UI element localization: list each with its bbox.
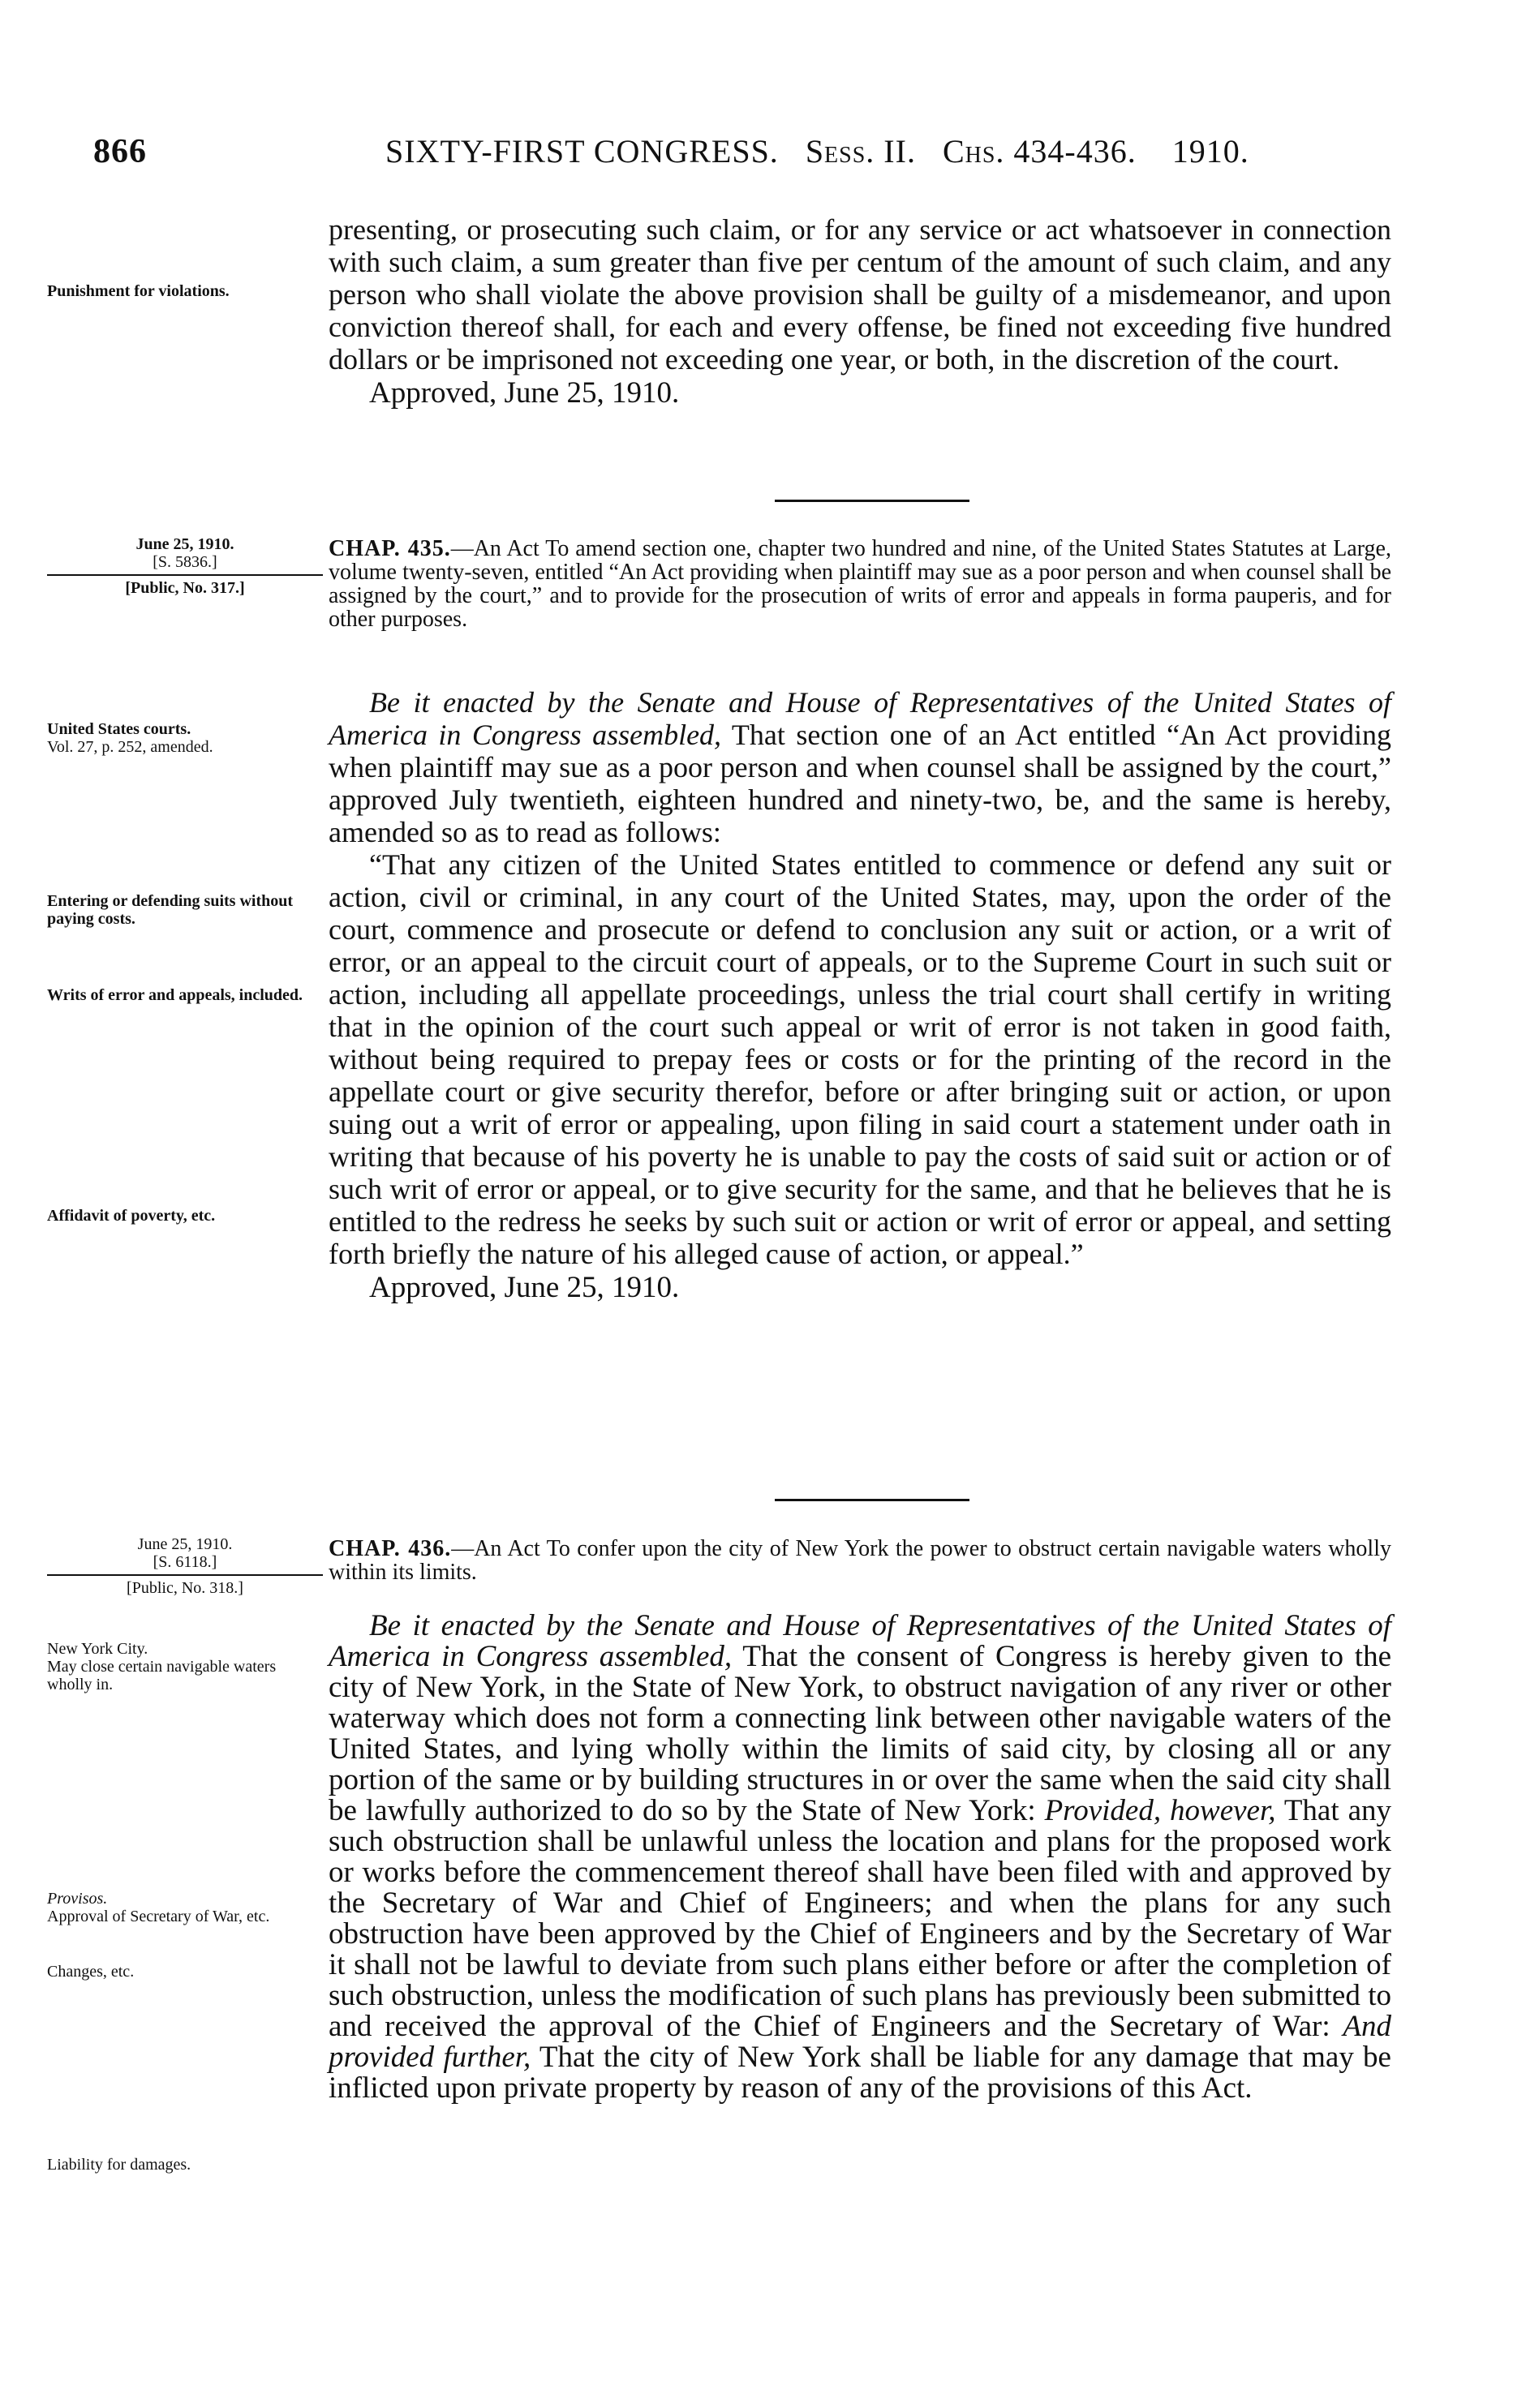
chap-435-approved: Approved, June 25, 1910. — [369, 1271, 680, 1304]
section-divider — [775, 500, 969, 502]
margin-note-punishment: Punishment for violations. — [47, 282, 230, 300]
chap-435-heading — [329, 537, 1391, 631]
chap-434-approved: Approved, June 25, 1910. — [369, 376, 680, 410]
chapters-label: Chs. 434-436. — [942, 133, 1137, 170]
margin-note-us-courts: United States courts. Vol. 27, p. 252, amended. — [47, 720, 213, 756]
margin-note-entering: Entering or defending suits without paying costs. — [47, 892, 294, 928]
chap-436-para-1: Be it enacted by the Senate and House of Representatives of the United States of America in Congress assembled, That the consent of Congress is hereby given to the city of New York, in the State of New York, to obstruct navigation of any river or other waterway which does not form a connecting link between other navigable waters of the United States, and lying wholly within the limits of said city, by closing all or any portion of the same or by building structures in or over the same when the said city shall be lawfully authorized to do so by the State of New York: Provided, however, That any such obstruction shall be unlawful unless the location and plans for the proposed work or works before the commencement thereof shall have been filed with and approved by the Secretary of War and Chief of Engineers; and when the plans for any such obstruction have been approved by the Chief of Engineers and by the Secretary of War it shall not be lawful to deviate from such plans either before or after the completion of such obstruction, unless the modification of such plans has previously been submitted to and received the approval of the Chief of Engineers and the Secretary of War: And provided further, That the city of New York shall be liable for any damage that may be inflicted upon private property by reason of any of the provisions of this Act. — [329, 1609, 1391, 2105]
proviso-further: And provided further, — [329, 2010, 1391, 2074]
margin-note-changes: Changes, etc. — [47, 1963, 135, 1981]
margin-note-new-york-city: New York City. May close certain navigable waters wholly in. — [47, 1640, 277, 1693]
chap-436-heading — [329, 1537, 1391, 1584]
chap-436-bill: [S. 6118.] — [47, 1553, 323, 1576]
margin-note-writs: Writs of error and appeals, included. — [47, 986, 303, 1004]
chap-436-public-law: [Public, No. 318.] — [127, 1579, 243, 1597]
chap-436-body — [329, 1611, 1391, 2104]
header-title — [385, 132, 1249, 170]
chap-435-bill: [S. 5836.] — [47, 553, 323, 576]
section-divider — [775, 1499, 969, 1501]
chap-434-text: presenting, or prosecuting such claim, or for any service or act whatsoever in connection with such claim, a sum greater than five per centum of the amount of such claim, and any person who shall violate the above provision shall be guilty of a misdemeanor, and upon conviction thereof shall, for each and every offense, be fined not exceeding five hundred dollars or be imprisoned not exceeding one year, or both, in the discretion of the court. — [329, 213, 1391, 376]
margin-note-affidavit: Affidavit of poverty, etc. — [47, 1207, 216, 1225]
header-year: 1910. — [1171, 133, 1249, 170]
session-label: Sess. II. — [805, 133, 916, 170]
page-number: 866 — [93, 133, 147, 170]
chap-435-margin-header — [47, 535, 323, 597]
proviso-however: Provided, however, — [1044, 1794, 1276, 1827]
margin-note-liability: Liability for damages. — [47, 2156, 191, 2174]
chap-435-body — [329, 686, 1391, 1304]
congress-title: SIXTY-FIRST CONGRESS. — [385, 133, 779, 170]
chap-435-label: CHAP. 435. — [329, 536, 451, 561]
chap-435-date: June 25, 1910. — [135, 535, 234, 553]
chap-435-public-law: [Public, No. 317.] — [125, 579, 245, 597]
chap-436-title: —An Act To confer upon the city of New York the power to obstruct certain navigable waters wholly within its limits. — [329, 1536, 1391, 1585]
enacting-clause: Be it enacted by the Senate and House of Representatives of the United States of America in Congress assembled, — [329, 1609, 1391, 1673]
chap-435-para-2: “That any citizen of the United States entitled to commence or defend any suit or action, civil or criminal, in any court of the United States, may, upon the order of the court, commence and prosecute or defend to conclusion any suit or action, or a writ of error, or an appeal to the circuit court of appeals, or to the Supreme Court in such suit or action, including all appellate proceedings, unless the trial court shall certify in writing that in the opinion of the court such appeal or writ of error is not taken in good faith, without being required to prepay fees or costs or for the printing of the record in the appellate court or give security therefor, before or after bringing suit or action, or upon suing out a writ of error or appealing, upon filing in said court a statement under oath in writing that because of his poverty he is unable to pay the costs of said suit or action or of such writ of error or appeal, or to give security for the same, and that he believes that he is entitled to the redress he seeks by such suit or action or writ of error or appeal, and setting forth briefly the nature of his alleged cause of action, or appeal.” — [329, 848, 1391, 1270]
chap-434-tail — [329, 213, 1391, 410]
chap-436-margin-header — [47, 1535, 323, 1597]
chap-436-date: June 25, 1910. — [137, 1535, 233, 1553]
chap-436-label: CHAP. 436. — [329, 1536, 452, 1561]
running-header — [93, 132, 1408, 181]
chap-435-para-1: Be it enacted by the Senate and House of Representatives of the United States of America in Congress assembled, That section one of an Act entitled “An Act providing when plaintiff may sue as a poor person and when counsel shall be assigned by the court,” approved July twentieth, eighteen hundred and ninety-two, be, and the same is hereby, amended so as to read as follows: — [329, 686, 1392, 848]
margin-note-provisos: Provisos. Approval of Secretary of War, etc. — [47, 1890, 270, 1925]
enacting-clause: Be it enacted by the Senate and House of Representatives of the United States of America in Congress assembled, — [329, 686, 1391, 751]
chap-435-title: —An Act To amend section one, chapter two hundred and nine, of the United States Statutes at Large, volume twenty-seven, entitled “An Act providing when plaintiff may sue as a poor person and when counsel shall be assigned by the court,” and to provide for the prosecution of writs of error and appeals in forma pauperis, and for other purposes. — [329, 536, 1391, 632]
